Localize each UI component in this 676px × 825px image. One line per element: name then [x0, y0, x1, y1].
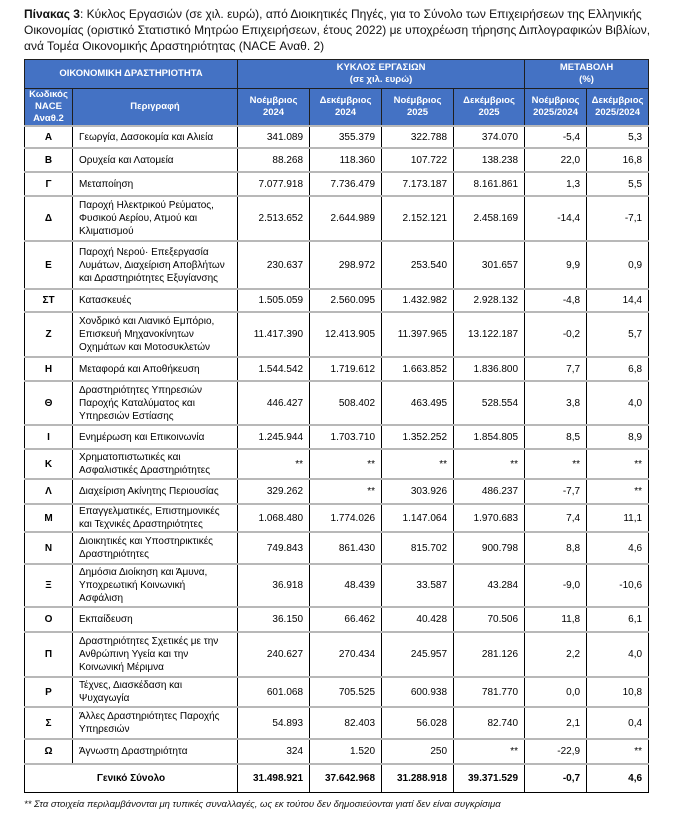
value-change-dec: 0,4 [587, 707, 649, 739]
value-dec2025: 301.657 [454, 241, 525, 289]
value-nov2025: 322.788 [382, 126, 454, 148]
value-change-dec: ** [587, 449, 649, 479]
value-change-dec: 8,9 [587, 425, 649, 449]
table-row [25, 126, 649, 148]
activity-description: Παροχή Νερού· Επεξεργασία Λυμάτων, Διαχείριση Αποβλήτων και Δραστηριότητες Εξυγίανσης [73, 241, 238, 289]
value-nov2024: 7.077.918 [238, 172, 310, 196]
value-dec2024: ** [310, 479, 382, 504]
value-dec2024: ** [310, 449, 382, 479]
value-change-nov: -7,7 [525, 479, 587, 504]
value-dec2024: 1.703.710 [310, 425, 382, 449]
col-header-dec2024 [310, 89, 382, 127]
value-nov2025: 2.152.121 [382, 196, 454, 241]
nace-code: Ε [25, 241, 73, 289]
col-header-change-nov-l2: 2025/2024 [533, 107, 578, 118]
value-nov2025: 245.957 [382, 632, 454, 677]
activity-description: Διοικητικές και Υποστηρικτικές Δραστηριότητες [73, 532, 238, 564]
value-dec2025: ** [454, 449, 525, 479]
value-nov2024: 1.245.944 [238, 425, 310, 449]
nace-code: Ρ [25, 677, 73, 707]
activity-description: Ορυχεία και Λατομεία [73, 148, 238, 172]
value-nov2025: 600.938 [382, 677, 454, 707]
value-change-nov: 3,8 [525, 381, 587, 425]
table-caption [24, 6, 660, 54]
value-nov2024: 1.505.059 [238, 289, 310, 312]
value-change-nov: 7,4 [525, 504, 587, 532]
value-dec2025: 2.928.132 [454, 289, 525, 312]
total-dec2025: 39.371.529 [454, 764, 525, 792]
value-nov2024: 749.843 [238, 532, 310, 564]
value-nov2024: 329.262 [238, 479, 310, 504]
activity-description: Διαχείριση Ακίνητης Περιουσίας [73, 479, 238, 504]
value-change-dec: 14,4 [587, 289, 649, 312]
header-turnover-line2: (σε χιλ. ευρώ) [349, 74, 413, 85]
nace-code: Β [25, 148, 73, 172]
column-header-row [25, 89, 649, 127]
value-nov2024: 54.893 [238, 707, 310, 739]
activity-description: Άγνωστη Δραστηριότητα [73, 739, 238, 764]
value-dec2025: 13.122.187 [454, 312, 525, 357]
value-dec2025: 1.854.805 [454, 425, 525, 449]
table-row [25, 241, 649, 289]
value-nov2025: 56.028 [382, 707, 454, 739]
value-change-dec: 0,9 [587, 241, 649, 289]
activity-description: Άλλες Δραστηριότητες Παροχής Υπηρεσιών [73, 707, 238, 739]
value-dec2024: 1.774.026 [310, 504, 382, 532]
header-activity: ΟΙΚΟΝΟΜΙΚΗ ΔΡΑΣΤΗΡΙΟΤΗΤΑ [25, 60, 238, 89]
value-nov2025: 463.495 [382, 381, 454, 425]
nace-code: Π [25, 632, 73, 677]
value-dec2024: 861.430 [310, 532, 382, 564]
table-row [25, 196, 649, 241]
table-row [25, 479, 649, 504]
col-header-code [25, 89, 73, 127]
activity-description: Ενημέρωση και Επικοινωνία [73, 425, 238, 449]
table-row [25, 607, 649, 632]
col-header-code-l3: Αναθ.2 [33, 113, 64, 124]
activity-description: Παροχή Ηλεκτρικού Ρεύματος, Φυσικού Αερίου, Ατμού και Κλιματισμού [73, 196, 238, 241]
table-row [25, 148, 649, 172]
value-dec2024: 298.972 [310, 241, 382, 289]
col-header-description: Περιγραφή [73, 89, 238, 127]
value-change-dec: 6,8 [587, 357, 649, 381]
value-dec2025: ** [454, 739, 525, 764]
activity-description: Μεταποίηση [73, 172, 238, 196]
nace-code: Η [25, 357, 73, 381]
value-dec2025: 82.740 [454, 707, 525, 739]
value-change-dec: 6,1 [587, 607, 649, 632]
value-nov2024: 1.068.480 [238, 504, 310, 532]
total-nov2024: 31.498.921 [238, 764, 310, 792]
activity-description: Χονδρικό και Λιανικό Εμπόριο, Επισκευή Μηχανοκίνητων Οχημάτων και Μοτοσυκλετών [73, 312, 238, 357]
total-nov2025: 31.288.918 [382, 764, 454, 792]
value-change-nov: 1,3 [525, 172, 587, 196]
value-dec2024: 118.360 [310, 148, 382, 172]
value-dec2024: 12.413.905 [310, 312, 382, 357]
activity-description: Τέχνες, Διασκέδαση και Ψυχαγωγία [73, 677, 238, 707]
value-nov2024: 36.918 [238, 564, 310, 607]
value-dec2024: 2.560.095 [310, 289, 382, 312]
nace-code: Σ [25, 707, 73, 739]
value-change-nov: -9,0 [525, 564, 587, 607]
activity-description: Εκπαίδευση [73, 607, 238, 632]
value-change-dec: 10,8 [587, 677, 649, 707]
table-body [25, 126, 649, 764]
caption-text: : Κύκλος Εργασιών (σε χιλ. ευρώ), από Διοικητικές Πηγές, για το Σύνολο των Επιχειρήσεων της Ελληνικής Οικονομίας (οριστικό Στατιστικό Μητρώο Επιχειρήσεων, έτους 2022) με υποχρέωση τήρησης Διπλογραφικών Βιβλίων, ανά Τομέα Οικονομικής Δραστηριότητας (NACE Αναθ. 2) [24, 7, 651, 53]
value-dec2024: 270.434 [310, 632, 382, 677]
col-header-change-nov-l1: Νοέμβριος [531, 95, 580, 106]
value-nov2025: 33.587 [382, 564, 454, 607]
col-header-nov2025 [382, 89, 454, 127]
value-change-nov: 11,8 [525, 607, 587, 632]
value-change-dec: -7,1 [587, 196, 649, 241]
value-dec2024: 508.402 [310, 381, 382, 425]
value-nov2025: 1.432.982 [382, 289, 454, 312]
activity-description: Δημόσια Διοίκηση και Άμυνα, Υποχρεωτική Κοινωνική Ασφάλιση [73, 564, 238, 607]
value-dec2025: 528.554 [454, 381, 525, 425]
value-change-nov: -14,4 [525, 196, 587, 241]
value-dec2025: 2.458.169 [454, 196, 525, 241]
value-change-dec: 4,0 [587, 632, 649, 677]
nace-code: Ζ [25, 312, 73, 357]
value-dec2024: 705.525 [310, 677, 382, 707]
col-header-nov2025-l1: Νοέμβριος [393, 95, 442, 106]
value-dec2025: 900.798 [454, 532, 525, 564]
footnote: ** Στα στοιχεία περιλαμβάνονται μη τυπικές συναλλαγές, ως εκ τούτου δεν δημοσιεύονται γιατί δεν είναι συγκρίσιμα [24, 799, 501, 810]
nace-code: Μ [25, 504, 73, 532]
group-header-row [25, 60, 649, 89]
value-dec2025: 1.970.683 [454, 504, 525, 532]
nace-code: Δ [25, 196, 73, 241]
header-change-line2: (%) [579, 74, 594, 85]
value-nov2024: ** [238, 449, 310, 479]
value-nov2025: 107.722 [382, 148, 454, 172]
value-change-nov: 0,0 [525, 677, 587, 707]
col-header-dec2024-l2: 2024 [334, 107, 357, 118]
value-dec2025: 486.237 [454, 479, 525, 504]
value-nov2024: 341.089 [238, 126, 310, 148]
value-dec2025: 374.070 [454, 126, 525, 148]
nace-code: Κ [25, 449, 73, 479]
value-change-dec: 4,6 [587, 532, 649, 564]
nace-code: Γ [25, 172, 73, 196]
value-nov2024: 1.544.542 [238, 357, 310, 381]
value-change-nov: 9,9 [525, 241, 587, 289]
value-nov2025: 253.540 [382, 241, 454, 289]
value-change-dec: 5,5 [587, 172, 649, 196]
value-change-dec: ** [587, 479, 649, 504]
table-row [25, 739, 649, 764]
turnover-table [24, 59, 649, 793]
value-change-nov: ** [525, 449, 587, 479]
value-dec2024: 1.520 [310, 739, 382, 764]
value-nov2024: 446.427 [238, 381, 310, 425]
nace-code: Α [25, 126, 73, 148]
value-nov2024: 88.268 [238, 148, 310, 172]
value-change-nov: 22,0 [525, 148, 587, 172]
table-row [25, 172, 649, 196]
table-row [25, 381, 649, 425]
value-change-nov: 8,5 [525, 425, 587, 449]
table-row [25, 677, 649, 707]
caption-label: Πίνακας 3 [24, 7, 80, 21]
activity-description: Δραστηριότητες Υπηρεσιών Παροχής Καταλύματος και Υπηρεσιών Εστίασης [73, 381, 238, 425]
total-change-dec: 4,6 [587, 764, 649, 792]
value-dec2024: 7.736.479 [310, 172, 382, 196]
value-nov2024: 601.068 [238, 677, 310, 707]
value-dec2025: 781.770 [454, 677, 525, 707]
value-change-dec: 4,0 [587, 381, 649, 425]
total-row [25, 764, 649, 792]
col-header-nov2024 [238, 89, 310, 127]
value-nov2025: 303.926 [382, 479, 454, 504]
nace-code: Ν [25, 532, 73, 564]
value-change-dec: 5,3 [587, 126, 649, 148]
value-nov2024: 230.637 [238, 241, 310, 289]
nace-code: Ξ [25, 564, 73, 607]
value-nov2024: 36.150 [238, 607, 310, 632]
value-dec2025: 43.284 [454, 564, 525, 607]
value-change-dec: 11,1 [587, 504, 649, 532]
table-row [25, 707, 649, 739]
value-change-dec: 5,7 [587, 312, 649, 357]
col-header-code-l2: NACE [35, 101, 62, 112]
value-nov2025: 1.147.064 [382, 504, 454, 532]
value-nov2024: 2.513.652 [238, 196, 310, 241]
value-change-dec: 16,8 [587, 148, 649, 172]
value-dec2025: 138.238 [454, 148, 525, 172]
value-nov2025: 815.702 [382, 532, 454, 564]
table-row [25, 632, 649, 677]
header-change [525, 60, 649, 89]
nace-code: Ο [25, 607, 73, 632]
table-row [25, 504, 649, 532]
value-change-dec: -10,6 [587, 564, 649, 607]
table-row [25, 289, 649, 312]
activity-description: Κατασκευές [73, 289, 238, 312]
value-dec2024: 355.379 [310, 126, 382, 148]
nace-code: Ω [25, 739, 73, 764]
col-header-change-nov [525, 89, 587, 127]
nace-code: Λ [25, 479, 73, 504]
value-dec2024: 48.439 [310, 564, 382, 607]
col-header-nov2024-l1: Νοέμβριος [249, 95, 298, 106]
value-dec2025: 8.161.861 [454, 172, 525, 196]
value-dec2025: 281.126 [454, 632, 525, 677]
table-row [25, 449, 649, 479]
table-row [25, 357, 649, 381]
value-change-dec: ** [587, 739, 649, 764]
col-header-dec2025 [454, 89, 525, 127]
table-row [25, 425, 649, 449]
value-nov2025: ** [382, 449, 454, 479]
value-dec2024: 66.462 [310, 607, 382, 632]
value-dec2024: 2.644.989 [310, 196, 382, 241]
value-change-nov: 8,8 [525, 532, 587, 564]
value-dec2025: 70.506 [454, 607, 525, 632]
value-nov2025: 40.428 [382, 607, 454, 632]
header-turnover [238, 60, 525, 89]
total-label: Γενικό Σύνολο [25, 764, 238, 792]
nace-code: Θ [25, 381, 73, 425]
activity-description: Επαγγελματικές, Επιστημονικές και Τεχνικές Δραστηριότητες [73, 504, 238, 532]
col-header-change-dec [587, 89, 649, 127]
value-nov2024: 11.417.390 [238, 312, 310, 357]
table-row [25, 564, 649, 607]
nace-code: ΣΤ [25, 289, 73, 312]
value-nov2025: 11.397.965 [382, 312, 454, 357]
activity-description: Δραστηριότητες Σχετικές με την Ανθρώπινη Υγεία και την Κοινωνική Μέριμνα [73, 632, 238, 677]
value-change-nov: -5,4 [525, 126, 587, 148]
col-header-dec2025-l2: 2025 [478, 107, 500, 118]
total-dec2024: 37.642.968 [310, 764, 382, 792]
activity-description: Γεωργία, Δασοκομία και Αλιεία [73, 126, 238, 148]
col-header-code-l1: Κωδικός [29, 89, 68, 100]
col-header-dec2024-l1: Δεκέμβριος [319, 95, 372, 106]
value-nov2025: 1.663.852 [382, 357, 454, 381]
value-change-nov: 7,7 [525, 357, 587, 381]
table-row [25, 312, 649, 357]
value-dec2025: 1.836.800 [454, 357, 525, 381]
value-nov2024: 240.627 [238, 632, 310, 677]
value-change-nov: -22,9 [525, 739, 587, 764]
value-dec2024: 1.719.612 [310, 357, 382, 381]
value-nov2024: 324 [238, 739, 310, 764]
activity-description: Μεταφορά και Αποθήκευση [73, 357, 238, 381]
value-change-nov: 2,2 [525, 632, 587, 677]
header-change-line1: ΜΕΤΑΒΟΛΗ [559, 62, 614, 73]
col-header-nov2025-l2: 2025 [406, 107, 429, 118]
total-change-nov: -0,7 [525, 764, 587, 792]
value-nov2025: 250 [382, 739, 454, 764]
table-row [25, 532, 649, 564]
nace-code: Ι [25, 425, 73, 449]
col-header-change-dec-l1: Δεκέμβριος [591, 95, 644, 106]
col-header-nov2024-l2: 2024 [262, 107, 285, 118]
col-header-change-dec-l2: 2025/2024 [595, 107, 640, 118]
value-change-nov: -0,2 [525, 312, 587, 357]
header-turnover-line1: ΚΥΚΛΟΣ ΕΡΓΑΣΙΩΝ [336, 62, 426, 73]
value-change-nov: -4,8 [525, 289, 587, 312]
value-nov2025: 1.352.252 [382, 425, 454, 449]
value-change-nov: 2,1 [525, 707, 587, 739]
col-header-dec2025-l1: Δεκέμβριος [463, 95, 515, 106]
value-dec2024: 82.403 [310, 707, 382, 739]
activity-description: Χρηματοπιστωτικές και Ασφαλιστικές Δραστηριότητες [73, 449, 238, 479]
value-nov2025: 7.173.187 [382, 172, 454, 196]
